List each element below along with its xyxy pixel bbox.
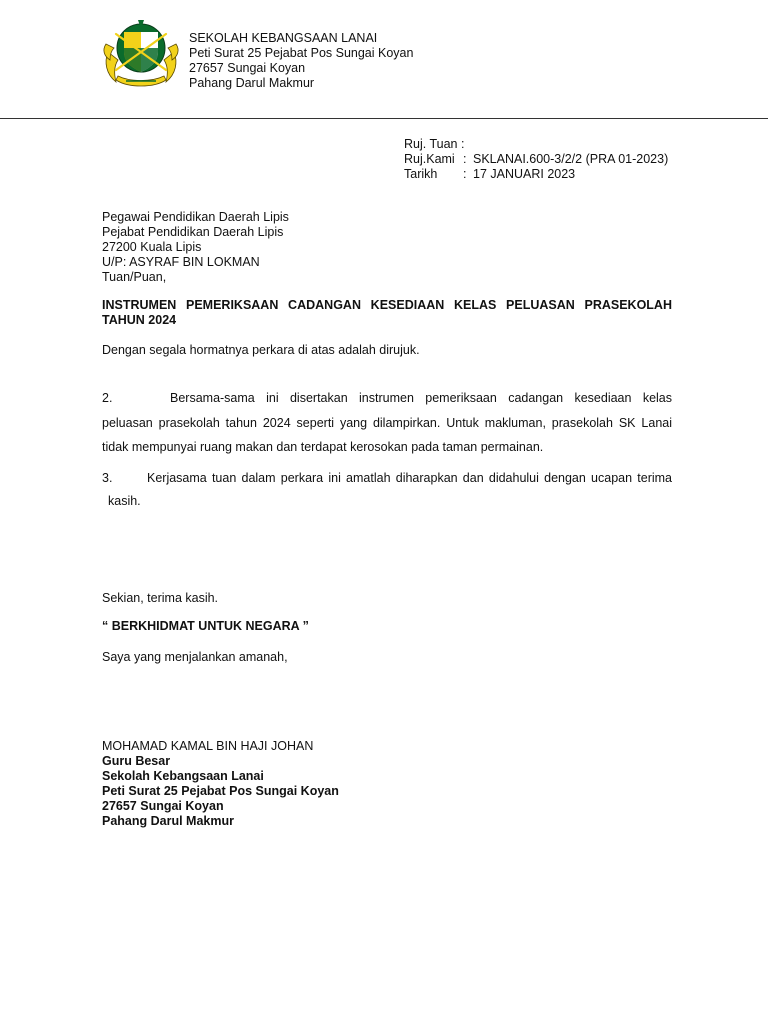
header-divider	[0, 118, 768, 119]
ruj-kami-row	[404, 152, 668, 167]
paragraph-2-line-2: peluasan prasekolah tahun 2024 seperti yang dilampirkan. Untuk makluman, prasekolah SK Lanai	[102, 415, 672, 430]
closing-thanks: Sekian, terima kasih.	[102, 591, 219, 605]
subject-line-2: TAHUN 2024	[102, 313, 177, 327]
tarikh-colon: :	[463, 167, 467, 181]
school-name: SEKOLAH KEBANGSAAN LANAI	[189, 31, 378, 45]
tarikh-label: Tarikh	[404, 167, 438, 181]
ruj-kami-label: Ruj.Kami	[404, 152, 455, 166]
recipient-block	[102, 210, 289, 285]
signature-block	[102, 739, 339, 829]
ruj-tuan-label: Ruj. Tuan :	[404, 137, 465, 151]
signatory-address-2: 27657 Sungai Koyan	[102, 799, 224, 813]
recipient-line-3: 27200 Kuala Lipis	[102, 240, 202, 254]
paragraph-3-line-1	[102, 467, 672, 490]
signatory-school: Sekolah Kebangsaan Lanai	[102, 769, 264, 783]
school-address-line-2: 27657 Sungai Koyan	[189, 61, 306, 75]
letter-subject	[102, 298, 672, 328]
paragraph-3-text-1: Kerjasama tuan dalam perkara ini amatlah diharapkan dan didahului dengan ucapan terima	[147, 471, 672, 485]
subject-line-1: INSTRUMEN PEMERIKSAAN CADANGAN KESEDIAAN KELAS PELUASAN PRASEKOLAH	[102, 298, 672, 312]
signatory-name: MOHAMAD KAMAL BIN HAJI JOHAN	[102, 739, 314, 753]
tarikh-row	[404, 167, 668, 182]
ruj-kami-value: SKLANAI.600-3/2/2 (PRA 01-2023)	[473, 152, 669, 166]
letterhead	[189, 31, 413, 91]
recipient-line-1: Pegawai Pendidikan Daerah Lipis	[102, 210, 289, 224]
paragraph-2-text-1: Bersama-sama ini disertakan instrumen pemeriksaan cadangan kesediaan kelas	[170, 391, 672, 405]
salutation: Tuan/Puan,	[102, 270, 167, 284]
reference-block	[404, 137, 668, 182]
motto: “ BERKHIDMAT UNTUK NEGARA ”	[102, 619, 309, 633]
paragraph-2-number: 2.	[102, 391, 113, 405]
school-address-line-3: Pahang Darul Makmur	[189, 76, 315, 90]
paragraph-2-line-3: tidak mempunyai ruang makan dan terdapat kerosokan pada taman permainan.	[102, 440, 544, 454]
paragraph-3-line-2: kasih.	[108, 494, 141, 508]
recipient-line-2: Pejabat Pendidikan Daerah Lipis	[102, 225, 284, 239]
school-address-line-1: Peti Surat 25 Pejabat Pos Sungai Koyan	[189, 46, 414, 60]
signatory-title: Guru Besar	[102, 754, 171, 768]
signatory-address-3: Pahang Darul Makmur	[102, 814, 234, 828]
signatory-address-1: Peti Surat 25 Pejabat Pos Sungai Koyan	[102, 784, 339, 798]
paragraph-3	[102, 467, 672, 513]
recipient-attention: U/P: ASYRAF BIN LOKMAN	[102, 255, 260, 269]
paragraph-1: Dengan segala hormatnya perkara di atas adalah dirujuk.	[102, 343, 420, 357]
tarikh-value: 17 JANUARI 2023	[473, 167, 576, 181]
school-crest-logo	[102, 18, 180, 92]
closing-amanah: Saya yang menjalankan amanah,	[102, 650, 288, 664]
paragraph-3-number: 3.	[102, 471, 113, 485]
paragraph-2	[102, 386, 672, 460]
ruj-kami-colon: :	[463, 152, 467, 166]
paragraph-2-line-1	[102, 386, 672, 411]
